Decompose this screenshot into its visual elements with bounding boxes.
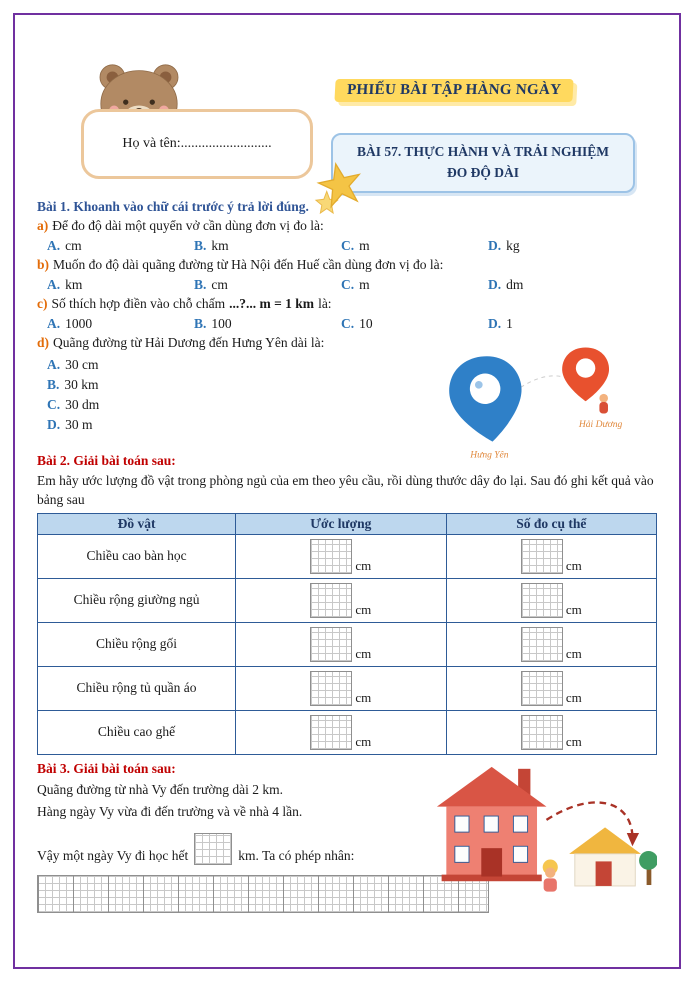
hatch-decoration [94,171,300,184]
actual-box[interactable] [521,539,563,574]
lesson-title: BÀI 57. THỰC HÀNH VÀ TRẢI NGHIỆM ĐO ĐỘ DÀI [357,144,609,180]
option-c[interactable]: C. 30 dm [47,397,100,413]
map-label-hai-duong: Hải Dương [578,419,623,430]
answer-box[interactable] [194,833,232,865]
answer-text-pre: Vậy một ngày Vy đi học hết [37,847,189,863]
question-c [37,295,657,314]
table-row: Chiều cao ghế cm cm [38,710,657,754]
lesson-title-box [331,133,635,193]
question-b-marker: b) [37,256,50,272]
name-label: Họ và tên:.......................... [122,136,272,151]
question-a-text: Để đo độ dài một quyển vở cần dùng đơn vị đo là: [52,218,324,233]
question-c-options [37,316,657,332]
option-b[interactable]: B. 30 km [47,376,99,392]
map-label-hung-yen: Hưng Yên [470,449,509,460]
option-b[interactable]: B. km [194,237,229,253]
bai2-section [37,453,657,755]
table-row: Chiều rộng giường ngủ cm cm [38,578,657,622]
option-b[interactable]: B. 100 [194,315,232,331]
measurement-table [37,513,657,755]
object-name: Chiều rộng gối [38,622,236,666]
question-a [37,217,657,236]
option-c[interactable]: C. m [341,276,370,292]
option-a[interactable]: A. 1000 [47,315,93,331]
question-d-text: Quãng đường từ Hải Dương đến Hưng Yên dài là: [53,334,325,350]
option-a[interactable]: A. km [47,276,83,292]
bai3-section [37,759,657,914]
bai1-heading: Bài 1. Khoanh vào chữ cái trước ý trả lời đúng. [37,199,309,214]
header [37,29,657,197]
col-header-estimate: Ước lượng [236,513,446,534]
option-d[interactable]: D. 30 m [47,417,93,433]
question-d-marker: d) [37,334,50,350]
estimate-box[interactable] [310,627,352,662]
option-b[interactable]: B. cm [194,276,228,292]
bai3-answer-line [37,833,457,865]
answer-text-post: km. Ta có phép nhân: [238,847,355,863]
actual-box[interactable] [521,583,563,618]
question-c-text: Số thích hợp điền vào chỗ chấm [51,295,226,311]
estimate-box[interactable] [310,671,352,706]
bai2-intro: Em hãy ước lượng đồ vật trong phòng ngủ của em theo yêu cầu, rồi dùng thước dây đo lại. Sau đó ghi kết quả vào bảng sau [37,472,654,508]
object-name: Chiều rộng giường ngủ [38,578,236,622]
question-b-text: Muốn đo độ dài quãng đường từ Hà Nội đến Huế cần dùng đơn vị đo là: [53,256,444,272]
child-icon [543,859,558,891]
name-field[interactable] [81,109,313,179]
table-row: Chiều cao bàn học cm cm [38,534,657,578]
option-d[interactable]: D. 1 [488,315,513,331]
estimate-box[interactable] [310,583,352,618]
worksheet-title: PHIẾU BÀI TẬP HÀNG NGÀY [334,79,573,102]
question-c-post: là: [318,295,332,311]
actual-box[interactable] [521,627,563,662]
option-d[interactable]: D. kg [488,237,520,253]
question-c-bold: ...?... m = 1 km [229,295,315,311]
table-header-row [38,513,657,534]
col-header-actual: Số đo cụ thể [446,513,656,534]
star-icon [313,161,367,215]
question-a-marker: a) [37,218,49,233]
tiny-person-icon [599,393,608,413]
option-d[interactable]: D. dm [488,276,524,292]
bai2-heading: Bài 2. Giải bài toán sau: [37,452,176,468]
option-c[interactable]: C. m [341,237,370,253]
table-row: Chiều rộng gối cm cm [38,622,657,666]
bai3-line1: Quãng đường từ nhà Vy đến trường dài 2 km. [37,782,283,798]
object-name: Chiều cao ghế [38,710,236,754]
option-c[interactable]: C. 10 [341,315,373,331]
question-b-options [37,277,657,293]
estimate-box[interactable] [310,715,352,750]
object-name: Chiều cao bàn học [38,534,236,578]
question-b [37,256,657,275]
bai3-line2: Hàng ngày Vy vừa đi đến trường và về nhà 4 lần. [37,803,303,819]
object-name: Chiều rộng tủ quần áo [38,666,236,710]
option-a[interactable]: A. cm [47,237,82,253]
col-header-object: Đồ vật [38,513,236,534]
map-pins-illustration [434,341,639,463]
bai3-heading: Bài 3. Giải bài toán sau: [37,760,176,776]
working-grid[interactable] [37,875,489,913]
option-a[interactable]: A. 30 cm [47,356,99,372]
sheet-border [13,13,681,969]
estimate-box[interactable] [310,539,352,574]
table-row: Chiều rộng tủ quần áo cm cm [38,666,657,710]
houses-illustration [435,763,657,905]
actual-box[interactable] [521,715,563,750]
actual-box[interactable] [521,671,563,706]
question-a-options [37,238,657,254]
question-c-marker: c) [37,295,48,311]
